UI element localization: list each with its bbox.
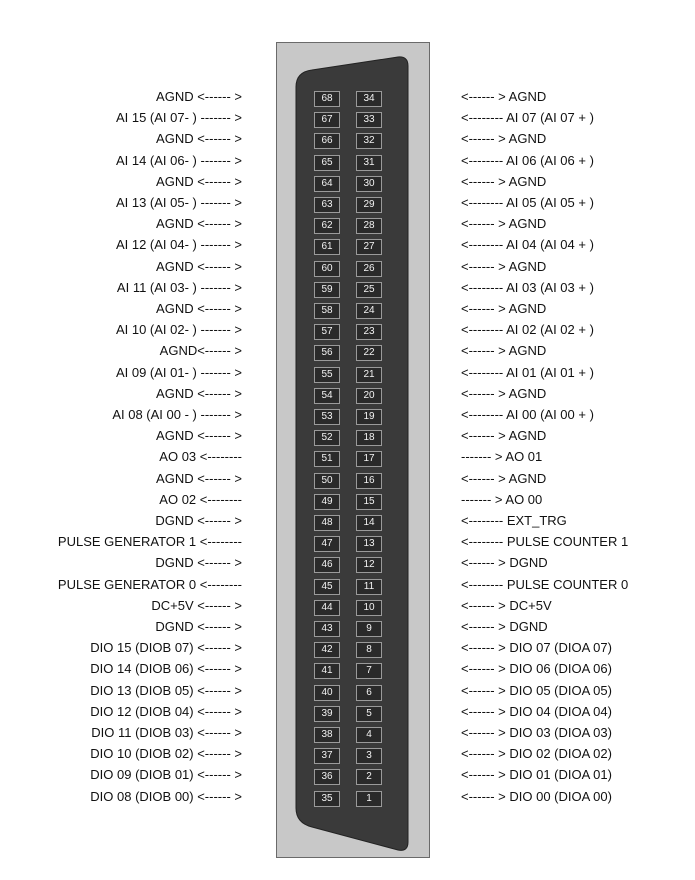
left-pin-label: PULSE GENERATOR 0 <-------- [57, 576, 242, 592]
pin-number-left: 68 [314, 91, 340, 107]
pin-number-left: 37 [314, 748, 340, 764]
pin-number-right: 2 [356, 769, 382, 785]
pin-number-left: 61 [314, 239, 340, 255]
left-pin-label: DC+5V <------ > [151, 597, 242, 613]
right-pin-label: <-------- EXT_TRG [461, 513, 567, 528]
left-pin-label: DIO 15 (DIOB 07) <------ > [90, 640, 242, 656]
pin-number-right: 17 [356, 451, 382, 467]
pin-number-right: 6 [356, 685, 382, 701]
left-pin-label: AI 11 (AI 03- ) ------- > [116, 279, 242, 295]
pin-number-right: 15 [356, 494, 382, 510]
pin-number-right: 26 [356, 261, 382, 277]
pin-number-right: 4 [356, 727, 382, 743]
pin-number-right: 31 [356, 155, 382, 171]
pin-number-right: 23 [356, 324, 382, 340]
right-pin-label: <------ > DIO 05 (DIOA 05) [461, 682, 612, 698]
pin-number-left: 57 [314, 324, 340, 340]
left-pin-label: AGND <------ > [156, 89, 242, 104]
pin-number-right: 30 [356, 176, 382, 192]
left-pin-label: DGND <------ > [155, 619, 242, 634]
right-pin-label: <-------- AI 07 (AI 07 + ) [461, 110, 594, 126]
pin-number-left: 35 [314, 791, 340, 807]
pin-number-left: 41 [314, 663, 340, 679]
pin-number-right: 33 [356, 112, 382, 128]
right-pin-label: <------ > AGND [461, 470, 547, 486]
pin-number-right: 24 [356, 303, 382, 319]
pin-number-left: 44 [314, 600, 340, 616]
right-pin-label: ------- > AO 01 [461, 449, 543, 465]
pin-number-left: 45 [314, 579, 340, 595]
right-pin-label: <------ > AGND [461, 131, 547, 147]
pin-number-right: 19 [356, 409, 382, 425]
pin-number-left: 42 [314, 642, 340, 658]
left-pin-label: AGND <------ > [156, 301, 242, 316]
pin-number-right: 32 [356, 133, 382, 149]
left-pin-label: AO 02 <-------- [159, 491, 242, 507]
right-pin-label: <------ > AGND [461, 173, 547, 189]
left-pin-label: DIO 11 (DIOB 03) <------ > [91, 725, 242, 740]
right-pin-label: <------ > AGND [461, 428, 547, 444]
left-pin-label: DGND <------ > [155, 555, 242, 571]
pin-number-right: 22 [356, 345, 382, 361]
right-pin-label: <------ > DIO 04 (DIOA 04) [461, 703, 612, 719]
right-pin-label: <------ > DIO 07 (DIOA 07) [461, 640, 612, 656]
left-pin-label: DIO 09 (DIOB 01) <------ > [90, 767, 242, 783]
pin-number-left: 62 [314, 218, 340, 234]
left-pin-label: DIO 10 (DIOB 02) <------ > [90, 746, 242, 762]
pin-number-left: 51 [314, 451, 340, 467]
left-pin-label: PULSE GENERATOR 1 <-------- [57, 534, 242, 550]
pin-number-left: 50 [314, 473, 340, 489]
pin-number-right: 9 [356, 621, 382, 637]
pin-number-right: 10 [356, 600, 382, 616]
pin-number-left: 67 [314, 112, 340, 128]
left-pin-label: AGND <------ > [156, 258, 242, 274]
left-pin-label: AGND <------ > [156, 216, 242, 232]
connector-shell-body [296, 57, 408, 850]
right-pin-label: <-------- AI 01 (AI 01 + ) [461, 364, 594, 380]
left-pin-label: AGND <------ > [156, 173, 242, 189]
right-pin-label: <------ > DIO 01 (DIOA 01) [461, 767, 612, 783]
right-pin-label: <------ > DC+5V [461, 597, 552, 613]
pin-number-left: 40 [314, 685, 340, 701]
right-pin-label: <------ > DIO 00 (DIOA 00) [461, 788, 612, 804]
pin-number-left: 49 [314, 494, 340, 510]
left-pin-label: AI 08 (AI 00 - ) ------- > [112, 407, 242, 422]
right-pin-label: <------ > DIO 02 (DIOA 02) [461, 746, 612, 762]
right-pin-label: <------ > DIO 03 (DIOA 03) [461, 725, 612, 740]
pin-number-right: 18 [356, 430, 382, 446]
left-pin-label: AGND<------ > [159, 343, 242, 359]
right-pin-label: <------ > AGND [461, 343, 547, 359]
right-pin-label: ------- > AO 00 [461, 491, 543, 507]
pin-number-right: 12 [356, 557, 382, 573]
right-pin-label: <------ > DGND [461, 619, 548, 634]
pin-number-right: 29 [356, 197, 382, 213]
pin-number-left: 46 [314, 557, 340, 573]
pin-number-left: 59 [314, 282, 340, 298]
left-pin-label: AI 10 (AI 02- ) ------- > [115, 322, 242, 338]
pin-number-left: 48 [314, 515, 340, 531]
left-pin-label: DIO 12 (DIOB 04) <------ > [90, 703, 242, 719]
pin-number-left: 56 [314, 345, 340, 361]
pin-number-right: 16 [356, 473, 382, 489]
pin-number-left: 39 [314, 706, 340, 722]
left-pin-label: DIO 14 (DIOB 06) <------ > [90, 661, 242, 677]
left-pin-label: AI 14 (AI 06- ) ------- > [115, 152, 242, 168]
pin-number-right: 25 [356, 282, 382, 298]
right-pin-label: <------ > AGND [461, 89, 547, 104]
pin-number-right: 28 [356, 218, 382, 234]
right-pin-label: <-------- AI 00 (AI 00 + ) [461, 407, 594, 422]
right-pin-label: <-------- AI 02 (AI 02 + ) [461, 322, 594, 338]
right-pin-label: <-------- PULSE COUNTER 0 [461, 576, 629, 592]
left-pin-label: AGND <------ > [156, 428, 242, 444]
left-pin-label: AI 15 (AI 07- ) ------- > [115, 110, 242, 126]
right-pin-label: <------ > AGND [461, 301, 547, 316]
pin-number-left: 53 [314, 409, 340, 425]
pin-number-right: 7 [356, 663, 382, 679]
pin-number-left: 36 [314, 769, 340, 785]
right-pin-label: <------ > AGND [461, 385, 547, 401]
pin-number-right: 11 [356, 579, 382, 595]
right-pin-label: <------ > DGND [461, 555, 548, 571]
pin-number-left: 54 [314, 388, 340, 404]
pin-number-left: 64 [314, 176, 340, 192]
right-pin-label: <------ > DIO 06 (DIOA 06) [461, 661, 612, 677]
pin-number-right: 34 [356, 91, 382, 107]
left-pin-label: AGND <------ > [156, 470, 242, 486]
left-pin-label: DGND <------ > [155, 513, 242, 528]
right-pin-label: <-------- AI 04 (AI 04 + ) [461, 237, 594, 253]
right-pin-label: <-------- AI 06 (AI 06 + ) [461, 152, 594, 168]
left-pin-label: AGND <------ > [156, 131, 242, 147]
pin-number-right: 13 [356, 536, 382, 552]
pin-number-left: 60 [314, 261, 340, 277]
pin-number-right: 14 [356, 515, 382, 531]
left-pin-label: AGND <------ > [156, 385, 242, 401]
pin-number-right: 27 [356, 239, 382, 255]
pin-number-right: 20 [356, 388, 382, 404]
pin-number-right: 5 [356, 706, 382, 722]
pin-number-left: 55 [314, 367, 340, 383]
left-pin-label: DIO 13 (DIOB 05) <------ > [90, 682, 242, 698]
right-pin-label: <-------- PULSE COUNTER 1 [461, 534, 629, 550]
pin-number-left: 38 [314, 727, 340, 743]
left-pin-label: AI 12 (AI 04- ) ------- > [115, 237, 242, 253]
left-pin-label: AI 13 (AI 05- ) ------- > [115, 195, 242, 210]
left-pin-label: AI 09 (AI 01- ) ------- > [115, 364, 242, 380]
right-pin-label: <-------- AI 03 (AI 03 + ) [461, 279, 594, 295]
pin-number-right: 8 [356, 642, 382, 658]
left-pin-label: AO 03 <-------- [159, 449, 242, 465]
pin-number-left: 65 [314, 155, 340, 171]
right-pin-label: <-------- AI 05 (AI 05 + ) [461, 195, 594, 210]
pin-number-left: 43 [314, 621, 340, 637]
pin-number-left: 63 [314, 197, 340, 213]
right-pin-label: <------ > AGND [461, 258, 547, 274]
pin-number-right: 1 [356, 791, 382, 807]
left-pin-label: DIO 08 (DIOB 00) <------ > [90, 788, 242, 804]
pin-number-left: 52 [314, 430, 340, 446]
pin-number-right: 3 [356, 748, 382, 764]
right-pin-label: <------ > AGND [461, 216, 547, 232]
pin-number-left: 66 [314, 133, 340, 149]
pin-number-right: 21 [356, 367, 382, 383]
pin-number-left: 47 [314, 536, 340, 552]
pin-number-left: 58 [314, 303, 340, 319]
